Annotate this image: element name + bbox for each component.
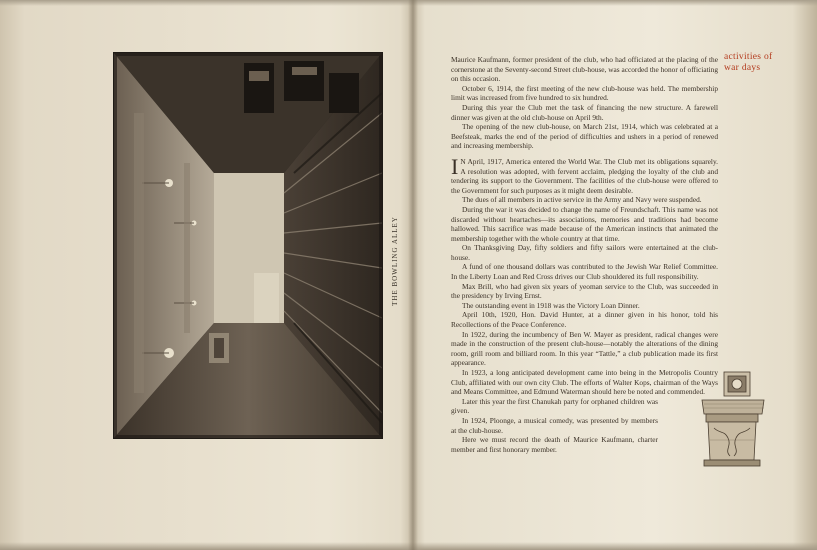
war-section-lead-text: N April, 1917, America entered the World War. The Club met its obligations squarely. A resolution was adopted, with fervent acclaim, pledging the loyalty of the club and tendering its support to the Government. The facilities of the club-house were offered to the Government for such purposes as it might deem desirable.: [451, 156, 718, 195]
paragraph: In 1922, during the incumbency of Ben W. Mayer as president, radical changes were made in the construction of the present club-house—notably the alterations of the dining room, grill room and billiard room. In this year “Tattle,” a club publication made its first appearance.: [451, 329, 718, 368]
photo-caption: [380, 216, 410, 306]
paragraph: During the war it was decided to change the name of Freundschaft. This name was not discarded without heartaches—its associations, memories and traditions had become hallowed. This sacrifice was made because of the American instincts that animated the membership together with the whole country at that time.: [451, 204, 718, 243]
paragraph: In 1923, a long anticipated development came into being in the Metropolis Country Club, affiliated with our own city Club. The efforts of Walter Kops, chairman of the Ways and Means Committee, and Edmund Waterman should here be noted and commended.: [451, 368, 718, 397]
paragraph: A fund of one thousand dollars was contributed to the Jewish War Relief Committee. In the Liberty Loan and Red Cross drives our Club shouldered its full responsibility.: [451, 262, 718, 282]
paragraph: Max Brill, who had given six years of yeoman service to the Club, was succeeded in the presidency by Irving Ernst.: [451, 281, 718, 301]
paragraph: During this year the Club met the task of financing the new structure. A farewell dinner was given at the old club-house on April 9th.: [451, 102, 718, 122]
paragraph: Maurice Kaufmann, former president of the club, who had officiated at the placing of the cornerstone at the Seventy-second Street club-house, was accorded the honor of officiating on this occasion.: [451, 55, 719, 84]
paragraph: The dues of all members in active service in the Army and Navy were suspended.: [462, 195, 702, 205]
side-heading: [724, 52, 784, 74]
paragraph: Here we must record the death of Maurice Kaufmann, charter member and first honorary member.: [451, 435, 658, 454]
paragraph: October 6, 1914, the first meeting of the new club-house was held. The membership limit was increased from five hundred to six hundred.: [451, 83, 718, 103]
paragraph: April 10th, 1920, Hon. David Hunter, at a dinner given in his honor, told his Recollections of the Peace Conference.: [451, 310, 718, 330]
war-section-lead: [451, 153, 718, 195]
paragraph: The outstanding event in 1918 was the Victory Loan Dinner.: [462, 300, 640, 310]
paragraph: The opening of the new club-house, on March 21st, 1914, which was celebrated at a Beefsteak, marks the end of the period of difficulties and ushers in a period of renewed and increasing membership.: [451, 122, 718, 151]
paragraph: Later this year the first Chanukah party for orphaned children was given.: [451, 396, 658, 416]
bowling-alley-photo: [113, 52, 383, 439]
side-heading-line: activities of: [724, 52, 773, 62]
paragraph: On Thanksgiving Day, fifty soldiers and fifty sailors were entertained at the club-house.: [451, 243, 718, 262]
drop-cap: I: [451, 153, 459, 179]
paragraph: In 1924, Ploonge, a musical comedy, was presented by members at the club-house.: [451, 415, 658, 435]
side-heading-line: war days: [724, 63, 761, 73]
photo-caption-text: THE BOWLING ALLEY: [391, 216, 399, 306]
history-text: [451, 55, 718, 454]
grandfather-clock-illustration-icon: [694, 370, 770, 470]
